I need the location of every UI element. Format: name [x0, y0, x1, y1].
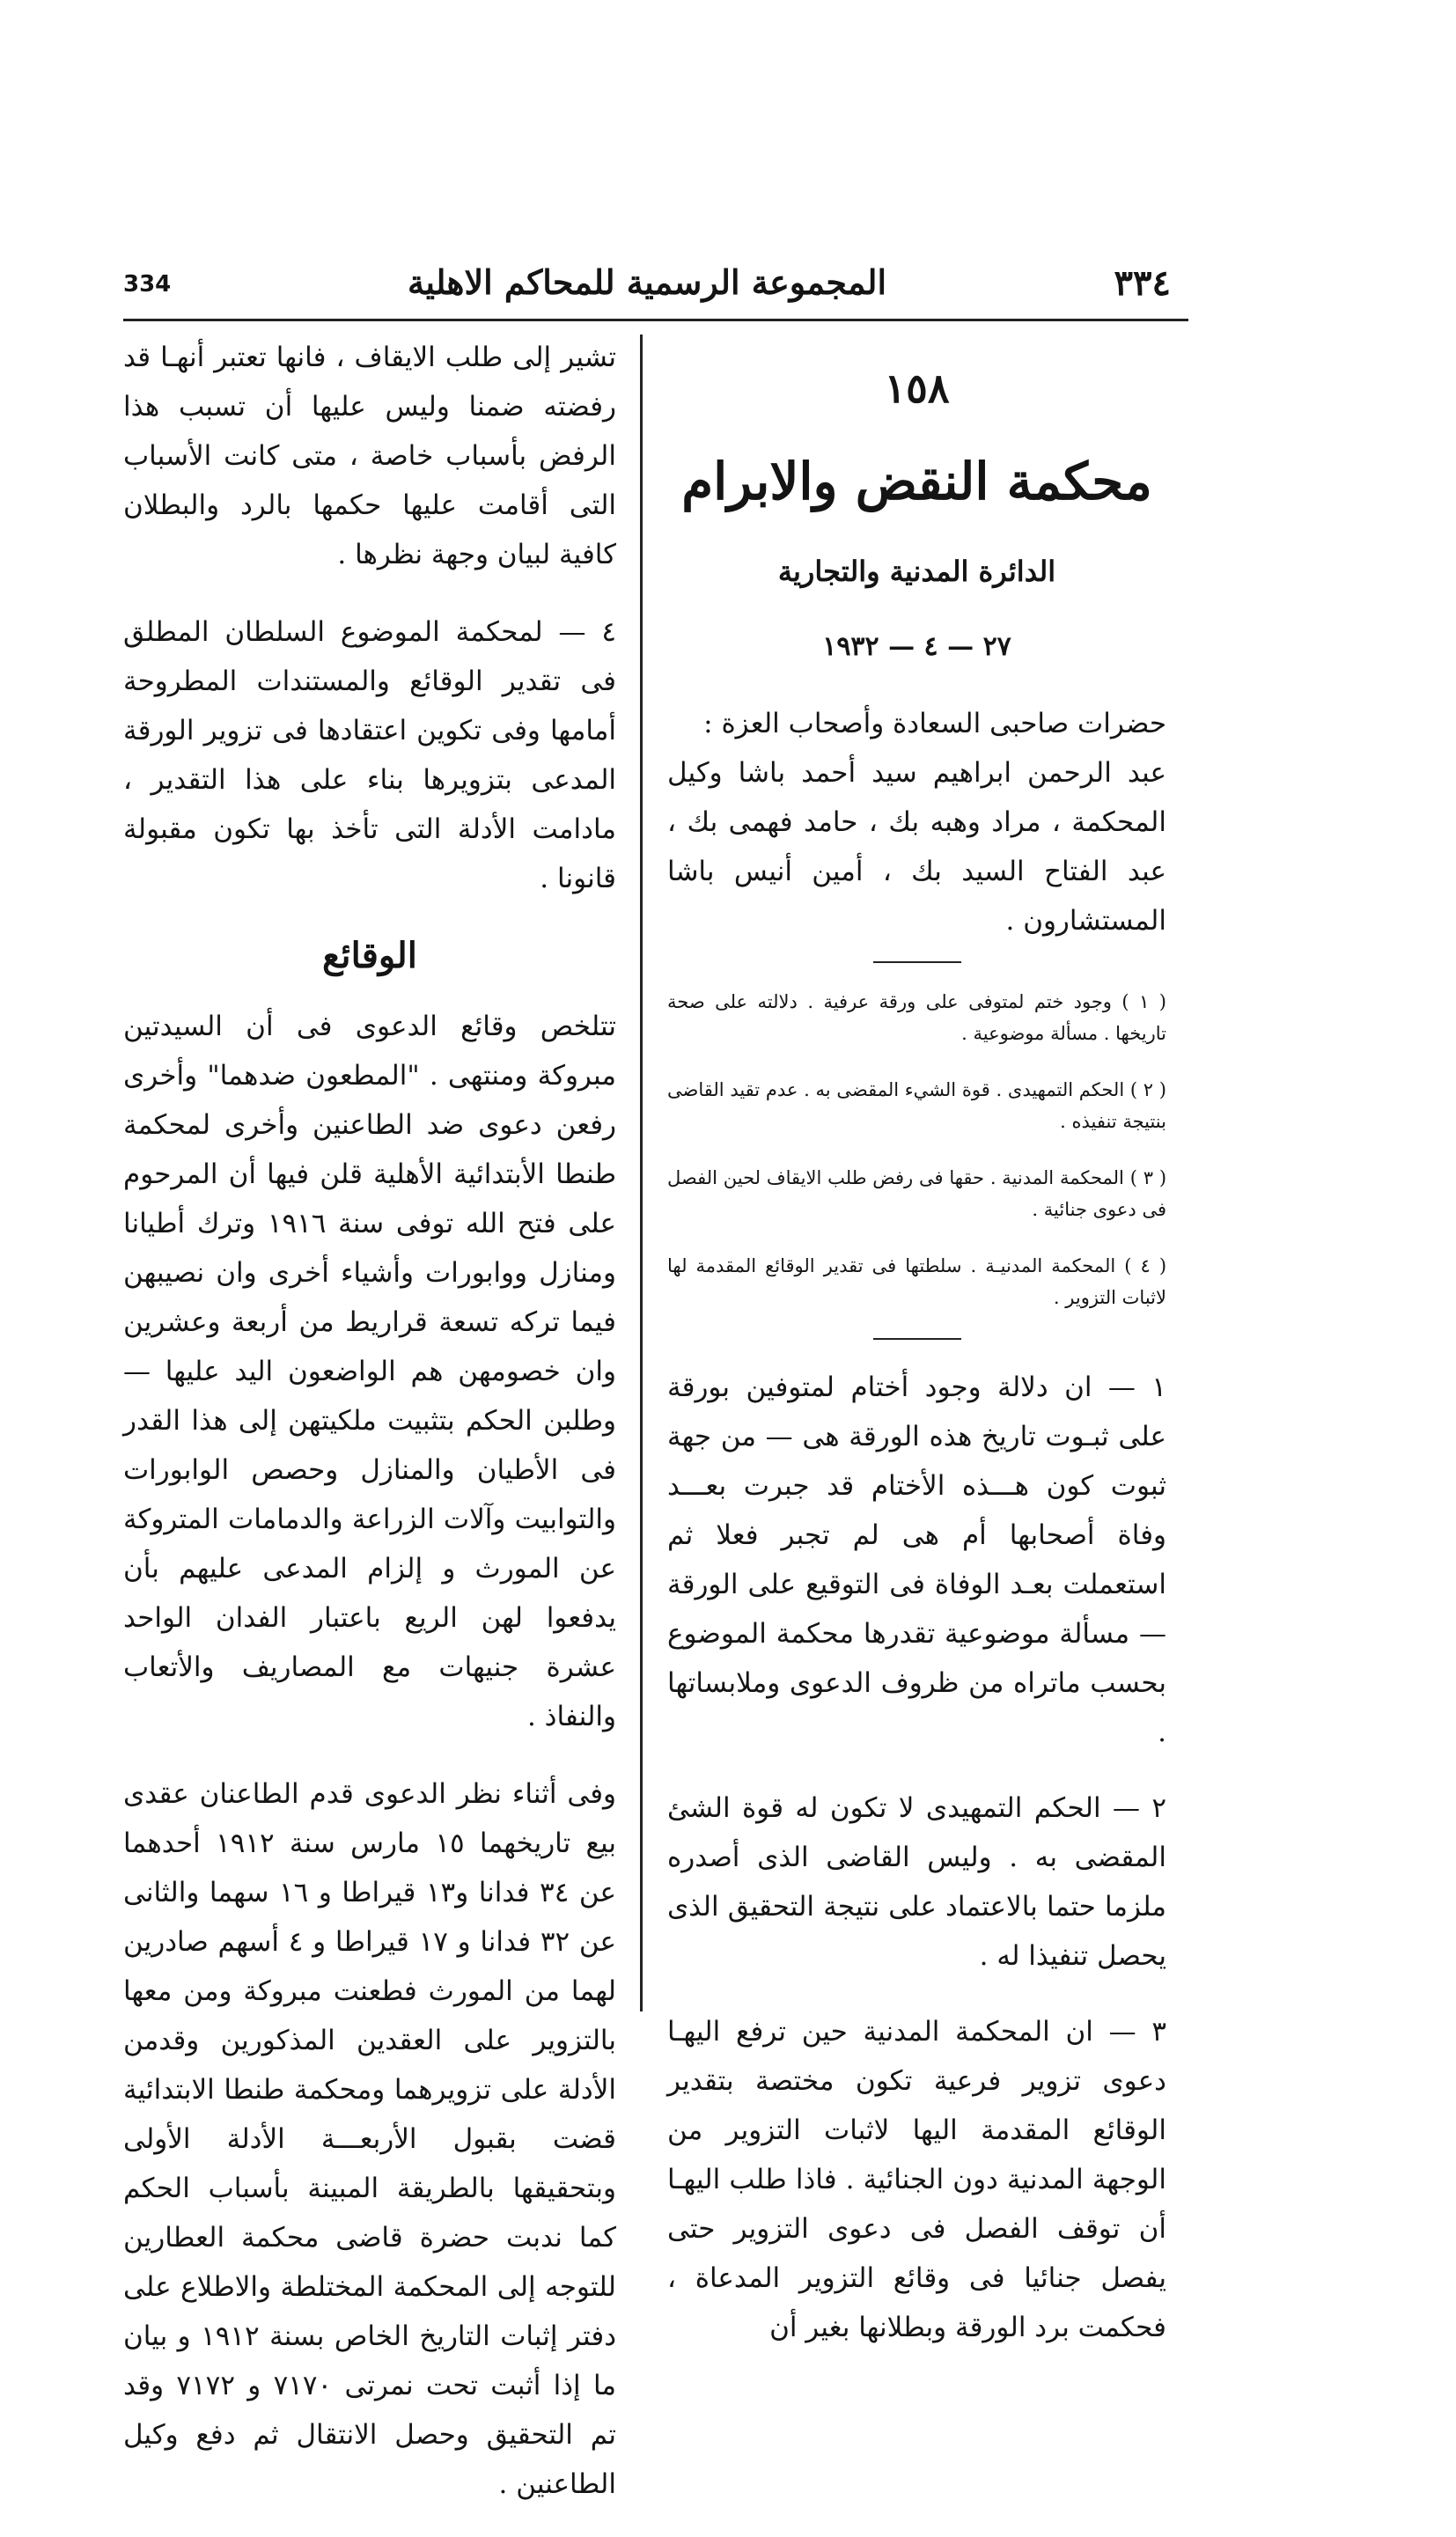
principles — [667, 1363, 1166, 2352]
chamber-name: الدائرة المدنية والتجارية — [777, 555, 1056, 588]
separator-rule — [873, 961, 961, 963]
court-name: محكمة النقض والابرام — [681, 452, 1152, 511]
judges-intro: حضرات صاحبى السعادة وأصحاب العزة : — [703, 708, 1166, 739]
headnotes — [667, 986, 1166, 1313]
left-column — [123, 333, 616, 2537]
headnote: ( ١ ) وجود ختم لمتوفى على ورقة عرفية . دلالته على صحة تاريخها . مسألة موضوعية . — [667, 991, 1166, 1044]
separator-rule — [873, 1338, 961, 1340]
facts-paragraph: تتلخص وقائع الدعوى فى أن السيدتين مبروكة ومنتهى . "المطعون ضدهما" وأخرى رفعن دعوى ضد الطاعنين وأخرى لمحكمة طنطا الأبتدائية الأهلية قلن فيها أن المرحوم على فتح الله توفى سنة ١٩١٦ وترك أطيانا ومنازل ووابورات وأشياء أخرى وان نصيبهن فيما تركه تسعة قراريط من أربعة وعشرين وان خصومهن هم الواضعون اليد عليها — وطلبن الحكم بتثبيت ملكيتهن إلى هذا القدر فى الأطيان والمنازل وحصص الوابورات والتوابيت وآلات الزراعة والدمامات المتروكة عن المورث و إلزام المدعى عليهم بأن يدفعوا لهن الريع باعتبار الفدان الواحد عشرة جنيهات مع المصاريف والأتعاب والنفاذ . — [123, 1011, 616, 1732]
running-title: المجموعة الرسمية للمحاكم الاهلية — [407, 262, 887, 302]
principle-paragraph-4: ٤ — لمحكمة الموضوع السلطان المطلق فى تقدير الوقائع والمستندات المطروحة أمامها وفى تكوين اعتقادها فى تزوير الورقة المدعى بتزويرها بناء على هذا التقدير ، مادامت الأدلة التى تأخذ بها تكون مقبولة قانونا . — [123, 616, 616, 894]
judges-names: عبد الرحمن ابراهيم سيد أحمد باشا وكيل المحكمة ، مراد وهبه بك ، حامد فهمى بك ، عبد الفتاح السيد بك ، أمين أنيس باشا المستشارون . — [667, 757, 1166, 937]
header-rule — [123, 319, 1188, 321]
judges-block — [667, 699, 1166, 945]
page-header — [123, 262, 1171, 315]
judgment-date: ٢٧ — ٤ — ١٩٣٢ — [822, 631, 1011, 662]
right-column — [667, 361, 1166, 2379]
facts-heading: الوقائع — [322, 935, 417, 976]
principle-paragraph: ٣ — ان المحكمة المدنية حين ترفع اليهـا دعوى تزوير فرعية تكون مختصة بتقدير الوقائع المقدمة اليها لاثبات التزوير من الوجهة المدنية دون الجنائية . فاذا طلب اليهـا أن توقف الفصل فى دعوى التزوير حتى يفصل جنائيا فى وقائع التزوير المدعاة ، فحكمت برد الورقة وبطلانها بغير أن — [667, 2016, 1166, 2343]
page-number-latin: 334 — [123, 271, 172, 298]
headnote: ( ٣ ) المحكمة المدنية . حقها فى رفض طلب الايقاف لحين الفصل فى دعوى جنائية . — [667, 1167, 1167, 1220]
principle-paragraph: ١ — ان دلالة وجود أختام لمتوفين بورقة على ثبـوت تاريخ هذه الورقة هى — من جهة ثبوت كون هـــذه الأختام قد جبرت بعـــد وفاة أصحابها أم هى لم تجبر فعلا ثم استعملت بعـد الوفاة فى التوقيع على الورقة — مسألة موضوعية تقدرها محكمة الموضوع بحسب ماتراه من ظروف الدعوى وملابساتها . — [667, 1371, 1166, 1748]
headnote: ( ٢ ) الحكم التمهيدى . قوة الشيء المقضى به . عدم تقيد القاضى بنتيجة تنفيذه . — [667, 1079, 1166, 1132]
column-divider — [640, 335, 643, 2011]
headnote: ( ٤ ) المحكمة المدنيـة . سلطتها فى تقدير الوقائع المقدمة لها لاثبات التزوير . — [667, 1255, 1167, 1308]
case-number: ١٥٨ — [884, 364, 950, 412]
page-number-arabic: ٣٣٤ — [1114, 262, 1171, 304]
continuation-paragraph: تشير إلى طلب الايقاف ، فانها تعتبر أنهـا قد رفضته ضمنا وليس عليها أن تسبب هذا الرفض بأسباب خاصة ، متى كانت الأسباب التى أقامت عليها حكمها بالرد والبطلان كافية لبيان وجهة نظرها . — [123, 342, 616, 570]
facts-paragraph: وفى أثناء نظر الدعوى قدم الطاعنان عقدى بيع تاريخهما ١٥ مارس سنة ١٩١٢ أحدهما عن ٣٤ فدانا و١٣ قيراطا و ١٦ سهما والثانى عن ٣٢ فدانا و ١٧ قيراطا و ٤ أسهم صادرين لهما من المورث فطعنت مبروكة ومن معها بالتزوير على العقدين المذكورين وقدمن الأدلة على تزويرهما ومحكمة طنطا الابتدائية قضت بقبول الأربعـــة الأدلة الأولى وبتحقيقها بالطريقة المبينة بأسباب الحكم كما ندبت حضرة قاضى محكمة العطارين للتوجه إلى المحكمة المختلطة والاطلاع على دفتر إثبات التاريخ الخاص بسنة ١٩١٢ و بيان ما إذا أثبت تحت نمرتى ٧١٧٠ و ٧١٧٢ وقد تم التحقيق وحصل الانتقال ثم دفع وكيل الطاعنين . — [123, 1778, 617, 2500]
principle-paragraph: ٢ — الحكم التمهيدى لا تكون له قوة الشئ المقضى به . وليس القاضى الذى أصدره ملزما حتما بالاعتماد على نتيجة التحقيق الذى يحصل تنفيذا له . — [667, 1792, 1166, 1972]
